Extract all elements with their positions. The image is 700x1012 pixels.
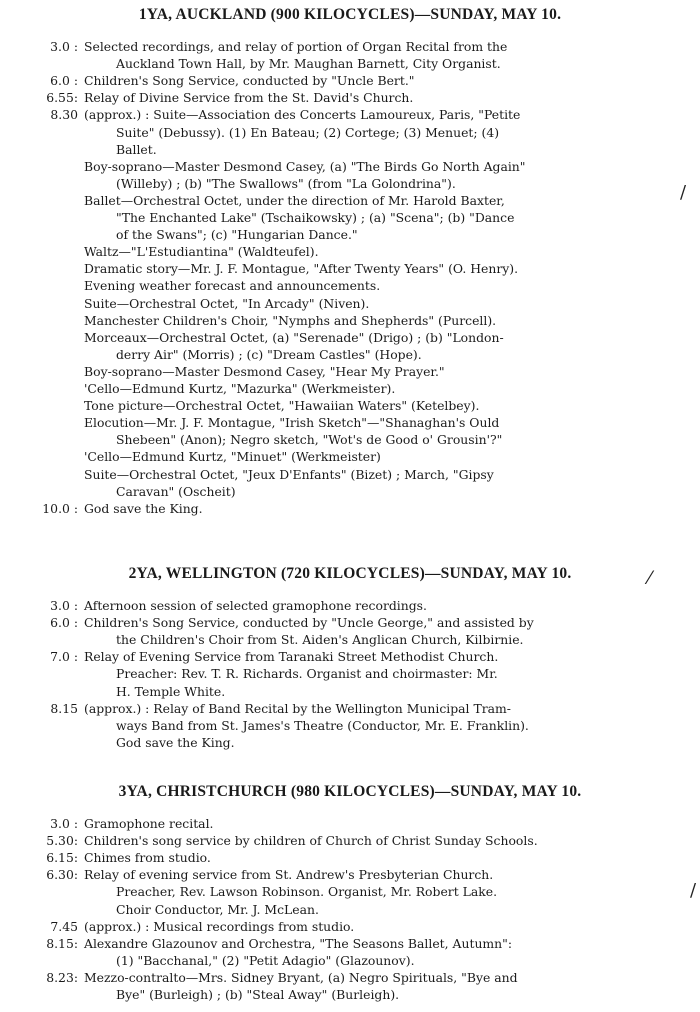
program-entry-continued: ways Band from St. James's Theatre (Conductor, Mr. E. Franklin). bbox=[116, 717, 529, 733]
pen-mark: ⁄ bbox=[648, 568, 652, 589]
station-heading: 3YA, CHRISTCHURCH (980 KILOCYCLES)—SUNDAY, MAY 10. bbox=[118, 783, 582, 800]
program-entry: Manchester Children's Choir, "Nymphs and Shepherds" (Purcell). bbox=[84, 312, 497, 328]
program-entry: Evening weather forecast and announcements. bbox=[84, 278, 381, 294]
program-time: 8.23: bbox=[46, 969, 78, 985]
program-time: 6.0 : bbox=[50, 73, 78, 89]
program-entry-continued: derry Air" (Morris) ; (c) "Dream Castles" (Hope). bbox=[116, 346, 422, 362]
program-entry: (approx.) : Relay of Band Recital by the Wellington Municipal Tram- bbox=[84, 700, 511, 716]
program-time: 6.15: bbox=[46, 850, 78, 866]
program-entry: (approx.) : Musical recordings from studio. bbox=[84, 918, 355, 934]
program-entry-continued: Preacher: Rev. T. R. Richards. Organist and choirmaster: Mr. bbox=[116, 666, 498, 682]
program-time: 6.30: bbox=[46, 867, 78, 883]
program-time: 6.55: bbox=[46, 90, 78, 106]
program-entry-continued: Suite" (Debussy). (1) En Bateau; (2) Cortege; (3) Menuet; (4) bbox=[116, 124, 500, 140]
program-time: 3.0 : bbox=[50, 39, 78, 54]
program-entry: Boy-soprano—Master Desmond Casey, (a) "The Birds Go North Again" bbox=[84, 158, 526, 174]
program-entry: Selected recordings, and relay of portion of Organ Recital from the bbox=[84, 39, 508, 54]
program-entry-continued: (1) "Bacchanal," (2) "Petit Adagio" (Glazounov). bbox=[116, 952, 415, 968]
program-entry: Afternoon session of selected gramophone recordings. bbox=[84, 598, 427, 613]
program-entry: Boy-soprano—Master Desmond Casey, "Hear My Prayer." bbox=[84, 363, 445, 379]
program-entry: Relay of Evening Service from Taranaki Street Methodist Church. bbox=[84, 649, 499, 665]
program-time: 8.15: bbox=[46, 935, 78, 951]
program-time: 3.0 : bbox=[50, 598, 78, 613]
program-entry: Tone picture—Orchestral Octet, "Hawaiian Waters" (Ketelbey). bbox=[84, 398, 480, 414]
program-entry: 'Cello—Edmund Kurtz, "Minuet" (Werkmeister) bbox=[84, 449, 381, 465]
program-time: 3.0 : bbox=[50, 816, 78, 831]
program-entry: Children's Song Service, conducted by "Uncle George," and assisted by bbox=[84, 615, 534, 631]
program-time: 8.30 bbox=[50, 107, 78, 123]
program-entry: Elocution—Mr. J. F. Montague, "Irish Sketch"—"Shanaghan's Ould bbox=[84, 415, 500, 431]
program-entry: (approx.) : Suite—Association des Concerts Lamoureux, Paris, "Petite bbox=[84, 107, 521, 123]
program-entry-continued: H. Temple White. bbox=[116, 683, 226, 699]
program-entry: Chimes from studio. bbox=[84, 850, 211, 866]
program-entry: Gramophone recital. bbox=[84, 816, 214, 831]
program-entry: Children's song service by children of Church of Christ Sunday Schools. bbox=[84, 833, 538, 849]
program-entry: Dramatic story—Mr. J. F. Montague, "After Twenty Years" (O. Henry). bbox=[84, 261, 519, 277]
station-heading: 1YA, AUCKLAND (900 KILOCYCLES)—SUNDAY, MAY 10. bbox=[138, 6, 562, 23]
program-entry-continued: Caravan" (Oscheit) bbox=[116, 483, 236, 499]
program-time: 8.15 bbox=[50, 700, 78, 716]
program-entry: Alexandre Glazounov and Orchestra, "The Seasons Ballet, Autumn": bbox=[84, 935, 513, 951]
program-entry: Suite—Orchestral Octet, "Jeux D'Enfants" (Bizet) ; March, "Gipsy bbox=[84, 466, 494, 482]
program-entry-continued: of the Swans"; (c) "Hungarian Dance." bbox=[116, 227, 358, 243]
program-entry-continued: Shebeen" (Anon); Negro sketch, "Wot's de Good o' Grousin'?" bbox=[116, 432, 503, 448]
program-entry-continued: Ballet. bbox=[116, 141, 157, 157]
program-entry: Morceaux—Orchestral Octet, (a) "Serenade" (Drigo) ; (b) "London- bbox=[84, 329, 504, 345]
program-entry-continued: God save the King. bbox=[116, 734, 235, 750]
program-entry-continued: Auckland Town Hall, by Mr. Maughan Barnett, City Organist. bbox=[116, 56, 501, 72]
program-entry: Relay of evening service from St. Andrew's Presbyterian Church. bbox=[84, 867, 494, 883]
station-heading: 2YA, WELLINGTON (720 KILOCYCLES)—SUNDAY, MAY 10. bbox=[128, 565, 572, 582]
program-entry: God save the King. bbox=[84, 500, 203, 516]
program-time: 10.0 : bbox=[42, 500, 78, 516]
program-entry: 'Cello—Edmund Kurtz, "Mazurka" (Werkmeister). bbox=[84, 381, 396, 396]
program-entry: Suite—Orchestral Octet, "In Arcady" (Niven). bbox=[84, 295, 370, 311]
program-time: 7.45 bbox=[50, 918, 78, 934]
program-entry: Children's Song Service, conducted by "Uncle Bert." bbox=[84, 73, 415, 89]
program-entry-continued: Bye" (Burleigh) ; (b) "Steal Away" (Burleigh). bbox=[116, 987, 400, 1002]
program-entry-continued: Choir Conductor, Mr. J. McLean. bbox=[116, 901, 319, 917]
program-entry-continued: Preacher, Rev. Lawson Robinson. Organist, Mr. Robert Lake. bbox=[116, 884, 498, 900]
pen-mark: / bbox=[690, 880, 697, 901]
pen-mark: / bbox=[680, 182, 687, 203]
program-entry: Mezzo-contralto—Mrs. Sidney Bryant, (a) Negro Spirituals, "Bye and bbox=[84, 969, 518, 985]
program-entry-continued: "The Enchanted Lake" (Tschaikowsky) ; (a) "Scena"; (b) "Dance bbox=[116, 210, 515, 225]
program-entry: Ballet—Orchestral Octet, under the direction of Mr. Harold Baxter, bbox=[84, 192, 505, 208]
program-time: 5.30: bbox=[46, 833, 78, 849]
program-entry-continued: the Children's Choir from St. Aiden's Anglican Church, Kilbirnie. bbox=[116, 632, 524, 648]
program-time: 6.0 : bbox=[50, 615, 78, 631]
program-time: 7.0 : bbox=[50, 649, 78, 665]
program-entry: Relay of Divine Service from the St. David's Church. bbox=[84, 90, 414, 106]
program-entry-continued: (Willeby) ; (b) "The Swallows" (from "La Golondrina"). bbox=[116, 175, 456, 191]
program-entry: Waltz—"L'Estudiantina" (Waldteufel). bbox=[84, 244, 319, 260]
